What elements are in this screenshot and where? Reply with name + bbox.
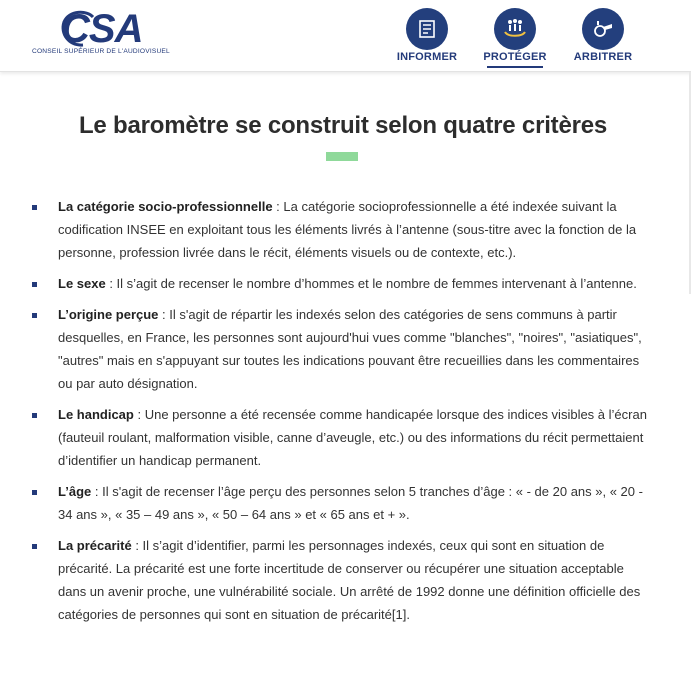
criterion-term: La précarité	[58, 538, 132, 553]
criterion-term: L’origine perçue	[58, 307, 159, 322]
family-hands-icon	[494, 8, 536, 50]
nav-proteger[interactable]	[471, 6, 559, 68]
criterion-precarite	[30, 534, 655, 626]
criterion-term: La catégorie socio-professionnelle	[58, 199, 273, 214]
bullet-marker	[32, 544, 37, 549]
bullet-marker	[32, 313, 37, 318]
logo-subtitle: CONSEIL SUPÉRIEUR DE L'AUDIOVISUEL	[32, 48, 170, 55]
bullet-marker	[32, 490, 37, 495]
criteria-list	[30, 195, 655, 634]
nav-informer[interactable]	[383, 6, 471, 68]
criterion-text: : La catégorie socioprofessionnelle a été indexée suivant la codification INSEE en exploitant tous les éléments livrés à l’antenne (sous-titre avec la fonction de la personne, profession livrée dans le récit, éléments visuels ou de contexte, etc.).	[58, 199, 637, 260]
newspaper-icon	[406, 8, 448, 50]
bullet-marker	[32, 282, 37, 287]
criterion-term: Le handicap	[58, 407, 134, 422]
criterion-sexe	[30, 272, 655, 295]
criterion-text: : Il s'agit de répartir les indexés selon des catégories de sens communs à partir desquelles, en France, les personnes sont aujourd'hui vues comme "blanches", "noires", "asiatiques", "autres" mais en s'appuyant sur toutes les indications pouvant être recueillies dans les commentaires ou par auto désignation.	[58, 307, 642, 391]
logo-letters: CSA	[61, 7, 143, 51]
bullet-marker	[32, 205, 37, 210]
criterion-text: : Il s’agit de recenser le nombre d’hommes et le nombre de femmes intervenant à l’antenne.	[105, 276, 637, 291]
criterion-text: : Une personne a été recensée comme handicapée lorsque des indices visibles à l’écran (fauteuil roulant, malformation visible, canne d’aveugle, etc.) ou des informations du récit permettaient d’identifier un handicap permanent.	[58, 407, 647, 468]
main-nav	[383, 6, 647, 68]
active-nav-underline	[487, 66, 543, 68]
criterion-age	[30, 480, 655, 526]
nav-proteger-label: PROTÉGER	[483, 51, 547, 63]
criterion-socio-professionnelle	[30, 195, 655, 264]
criterion-term: L’âge	[58, 484, 92, 499]
nav-arbitrer-label: ARBITRER	[573, 51, 633, 63]
criterion-text: : Il s’agit d’identifier, parmi les personnages indexés, ceux qui sont en situation de précarité. La précarité est une forte incertitude de conserver ou récupérer une situation acceptable dans un avenir proche, une vulnérabilité sociale. Un arrêté de 1992 donne une définition officielle des catégories de personnes qui sont en situation de précarité[1].	[58, 538, 641, 622]
nav-arbitrer[interactable]	[559, 6, 647, 68]
title-accent-bar	[326, 152, 358, 161]
whistle-icon	[582, 8, 624, 50]
criterion-term: Le sexe	[58, 276, 106, 291]
csa-logo[interactable]	[32, 8, 172, 58]
nav-informer-label: INFORMER	[396, 51, 458, 63]
site-header	[0, 0, 691, 72]
bullet-marker	[32, 413, 37, 418]
criterion-text: : Il s'agit de recenser l’âge perçu des personnes selon 5 tranches d’âge : « - de 20 ans », « 20 - 34 ans », « 35 – 49 ans », « 50 – 64 ans » et « 65 ans et + ».	[58, 484, 643, 522]
criterion-handicap	[30, 403, 655, 472]
page-title: Le baromètre se construit selon quatre critères	[78, 112, 608, 139]
criterion-origine	[30, 303, 655, 395]
